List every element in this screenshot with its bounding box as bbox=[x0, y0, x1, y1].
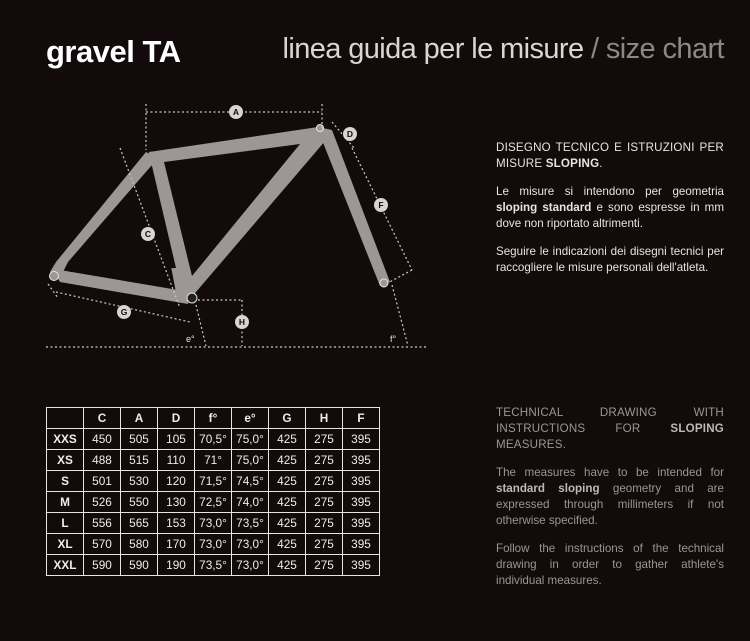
size-label-cell: M bbox=[47, 492, 84, 513]
heading-bold: SLOPING bbox=[545, 157, 600, 170]
p1-bold: standard sloping bbox=[496, 482, 600, 495]
subtitle-italian: linea guida per le misure bbox=[282, 33, 584, 65]
table-cell: 395 bbox=[343, 534, 380, 555]
table-row bbox=[47, 471, 380, 492]
table-cell: 73,5° bbox=[195, 555, 232, 576]
table-cell: 73,0° bbox=[232, 555, 269, 576]
table-cell: 73,0° bbox=[195, 534, 232, 555]
table-row bbox=[47, 450, 380, 471]
table-row bbox=[47, 555, 380, 576]
table-cell: 70,5° bbox=[195, 429, 232, 450]
table-cell: 170 bbox=[158, 534, 195, 555]
header-cell: f° bbox=[195, 408, 232, 429]
table-cell: 275 bbox=[306, 492, 343, 513]
table-cell: 72,5° bbox=[195, 492, 232, 513]
table-cell: 275 bbox=[306, 429, 343, 450]
p1-text-c: e sono espresse in mm dove non riportato altrimenti. bbox=[496, 201, 724, 230]
table-cell: 530 bbox=[121, 471, 158, 492]
table-cell: 75,0° bbox=[232, 450, 269, 471]
heading-end: MEASURES. bbox=[496, 438, 567, 451]
table-cell: 73,5° bbox=[232, 513, 269, 534]
header-cell: G bbox=[269, 408, 306, 429]
angle-label-f: f° bbox=[390, 334, 397, 344]
table-row bbox=[47, 429, 380, 450]
table-cell: 275 bbox=[306, 555, 343, 576]
table-cell: 501 bbox=[84, 471, 121, 492]
header-cell: e° bbox=[232, 408, 269, 429]
table-cell: 526 bbox=[84, 492, 121, 513]
table-cell: 425 bbox=[269, 513, 306, 534]
heading-end: . bbox=[599, 157, 603, 170]
instructions-italian-p2: Seguire le indicazioni dei disegni tecnici per raccogliere le misure personali dell'atleta. bbox=[496, 245, 724, 274]
table-cell: 71° bbox=[195, 450, 232, 471]
size-label-cell: XXL bbox=[47, 555, 84, 576]
instructions-english bbox=[496, 405, 724, 601]
table-cell: 105 bbox=[158, 429, 195, 450]
subtitle-separator: / bbox=[590, 33, 599, 65]
table-cell: 120 bbox=[158, 471, 195, 492]
table-cell: 425 bbox=[269, 534, 306, 555]
p1-text-a: The measures have to be intended for bbox=[496, 466, 724, 479]
instructions-english-heading bbox=[496, 405, 724, 453]
instructions-italian bbox=[496, 140, 724, 288]
table-row bbox=[47, 534, 380, 555]
p1-text-a: Le misure si intendono per geometria bbox=[496, 185, 724, 198]
table-cell: 425 bbox=[269, 555, 306, 576]
dim-label-f: F bbox=[378, 200, 384, 210]
table-cell: 73,0° bbox=[195, 513, 232, 534]
instructions-italian-heading bbox=[496, 140, 724, 172]
size-chart-table bbox=[46, 407, 380, 576]
table-cell: 425 bbox=[269, 429, 306, 450]
table-cell: 565 bbox=[121, 513, 158, 534]
dim-label-h: H bbox=[238, 317, 246, 327]
table-cell: 395 bbox=[343, 555, 380, 576]
table-cell: 590 bbox=[121, 555, 158, 576]
table-cell: 450 bbox=[84, 429, 121, 450]
table-cell: 425 bbox=[269, 471, 306, 492]
table-cell: 505 bbox=[121, 429, 158, 450]
table-cell: 74,5° bbox=[232, 471, 269, 492]
instructions-english-p2: Follow the instructions of the technical drawing in order to gather athlete's individual measures. bbox=[496, 542, 724, 587]
p1-text-c: geometry and are expressed through millimeters if not otherwise specified. bbox=[496, 482, 724, 527]
heading-text: DISEGNO TECNICO E ISTRUZIONI PER MISURE bbox=[496, 141, 724, 170]
table-cell: 153 bbox=[158, 513, 195, 534]
table-cell: 275 bbox=[306, 471, 343, 492]
header-cell: H bbox=[306, 408, 343, 429]
heading-text: TECHNICAL DRAWING WITH INSTRUCTIONS FOR bbox=[496, 406, 724, 435]
header-cell bbox=[47, 408, 84, 429]
table-cell: 275 bbox=[306, 534, 343, 555]
subtitle-english: size chart bbox=[605, 33, 724, 65]
table-body bbox=[47, 429, 380, 576]
table-cell: 580 bbox=[121, 534, 158, 555]
dim-label-c: C bbox=[144, 229, 152, 239]
header-cell: D bbox=[158, 408, 195, 429]
header-cell: A bbox=[121, 408, 158, 429]
table-row bbox=[47, 513, 380, 534]
header-cell: F bbox=[343, 408, 380, 429]
size-label-cell: XXS bbox=[47, 429, 84, 450]
table-row bbox=[47, 492, 380, 513]
table-cell: 130 bbox=[158, 492, 195, 513]
dim-label-g: G bbox=[120, 307, 128, 317]
table-cell: 275 bbox=[306, 513, 343, 534]
size-label-cell: L bbox=[47, 513, 84, 534]
table-cell: 395 bbox=[343, 450, 380, 471]
table-header-row bbox=[47, 408, 380, 429]
table-cell: 190 bbox=[158, 555, 195, 576]
dim-label-a: A bbox=[232, 107, 240, 117]
table-cell: 570 bbox=[84, 534, 121, 555]
table-cell: 75,0° bbox=[232, 429, 269, 450]
table-cell: 71,5° bbox=[195, 471, 232, 492]
size-label-cell: S bbox=[47, 471, 84, 492]
table-cell: 395 bbox=[343, 471, 380, 492]
heading-bold: SLOPING bbox=[670, 422, 724, 435]
page-title: gravel TA bbox=[46, 34, 181, 69]
table-cell: 74,0° bbox=[232, 492, 269, 513]
table-cell: 550 bbox=[121, 492, 158, 513]
table-cell: 515 bbox=[121, 450, 158, 471]
instructions-english-p1 bbox=[496, 465, 724, 529]
header-cell: C bbox=[84, 408, 121, 429]
table-cell: 425 bbox=[269, 450, 306, 471]
size-label-cell: XS bbox=[47, 450, 84, 471]
table-cell: 275 bbox=[306, 450, 343, 471]
table-cell: 110 bbox=[158, 450, 195, 471]
table-cell: 73,0° bbox=[232, 534, 269, 555]
table-cell: 395 bbox=[343, 429, 380, 450]
table-cell: 556 bbox=[84, 513, 121, 534]
size-label-cell: XL bbox=[47, 534, 84, 555]
instructions-italian-p1 bbox=[496, 184, 724, 232]
table-cell: 425 bbox=[269, 492, 306, 513]
p1-bold: sloping standard bbox=[496, 201, 592, 214]
table-cell: 488 bbox=[84, 450, 121, 471]
angle-label-e: e° bbox=[186, 334, 195, 344]
table-cell: 395 bbox=[343, 492, 380, 513]
dim-label-d: D bbox=[346, 129, 354, 139]
table-cell: 395 bbox=[343, 513, 380, 534]
table-cell: 590 bbox=[84, 555, 121, 576]
